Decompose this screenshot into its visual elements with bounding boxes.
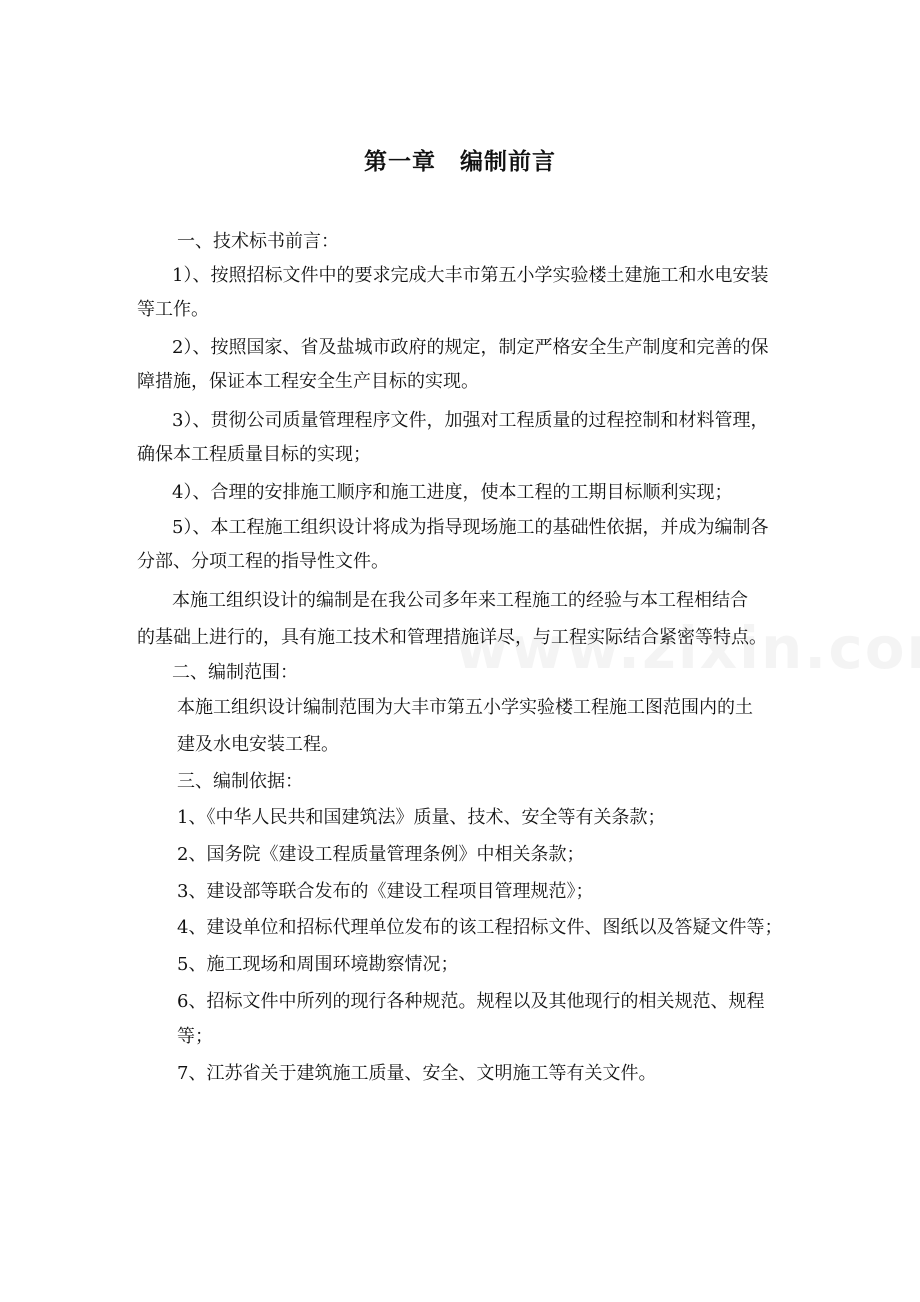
paragraph-line: 障措施，保证本工程安全生产目标的实现。 — [137, 371, 479, 392]
list-item: 7、江苏省关于建筑施工质量、安全、文明施工等有关文件。 — [177, 1063, 657, 1084]
list-item: 等； — [177, 1026, 213, 1047]
paragraph-line: 等工作。 — [137, 299, 209, 320]
list-item: 3、建设部等联合发布的《建设工程项目管理规范》； — [177, 881, 594, 902]
paragraph-line: 2）、按照国家、省及盐城市政府的规定，制定严格安全生产制度和完善的保 — [172, 337, 769, 358]
list-item: 1、《中华人民共和国建筑法》质量、技术、安全等有关条款； — [177, 807, 666, 828]
paragraph-line: 1）、按照招标文件中的要求完成大丰市第五小学实验楼土建施工和水电安装 — [172, 265, 769, 286]
list-item: 4、建设单位和招标代理单位发布的该工程招标文件、图纸以及答疑文件等； — [177, 917, 783, 938]
list-item: 6、招标文件中所列的现行各种规范。规程以及其他现行的相关规范、规程 — [177, 991, 765, 1012]
paragraph-line: 建及水电安装工程。 — [177, 734, 339, 755]
section-heading-3: 三、编制依据： — [177, 771, 303, 792]
paragraph-line: 的基础上进行的，具有施工技术和管理措施详尽，与工程实际结合紧密等特点。 — [137, 627, 767, 648]
paragraph-line: 5）、本工程施工组织设计将成为指导现场施工的基础性依据，并成为编制各 — [172, 517, 769, 538]
list-item: 5、施工现场和周围环境勘察情况； — [177, 954, 459, 975]
paragraph-line: 分部、分项工程的指导性文件。 — [137, 551, 389, 572]
paragraph-line: 3）、贯彻公司质量管理程序文件，加强对工程质量的过程控制和材料管理， — [172, 410, 769, 431]
paragraph-line: 确保本工程质量目标的实现； — [137, 444, 371, 465]
section-heading-1: 一、技术标书前言： — [177, 231, 339, 252]
paragraph-line: 本施工组织设计编制范围为大丰市第五小学实验楼工程施工图范围内的土 — [177, 697, 753, 718]
paragraph-line: 本施工组织设计的编制是在我公司多年来工程施工的经验与本工程相结合 — [172, 590, 748, 611]
section-heading-2: 二、编制范围： — [172, 662, 298, 683]
list-item: 2、国务院《建设工程质量管理条例》中相关条款； — [177, 844, 585, 865]
paragraph-line: 4）、合理的安排施工顺序和施工进度，使本工程的工期目标顺利实现； — [172, 482, 733, 503]
chapter-title: 第一章 编制前言 — [364, 148, 556, 175]
